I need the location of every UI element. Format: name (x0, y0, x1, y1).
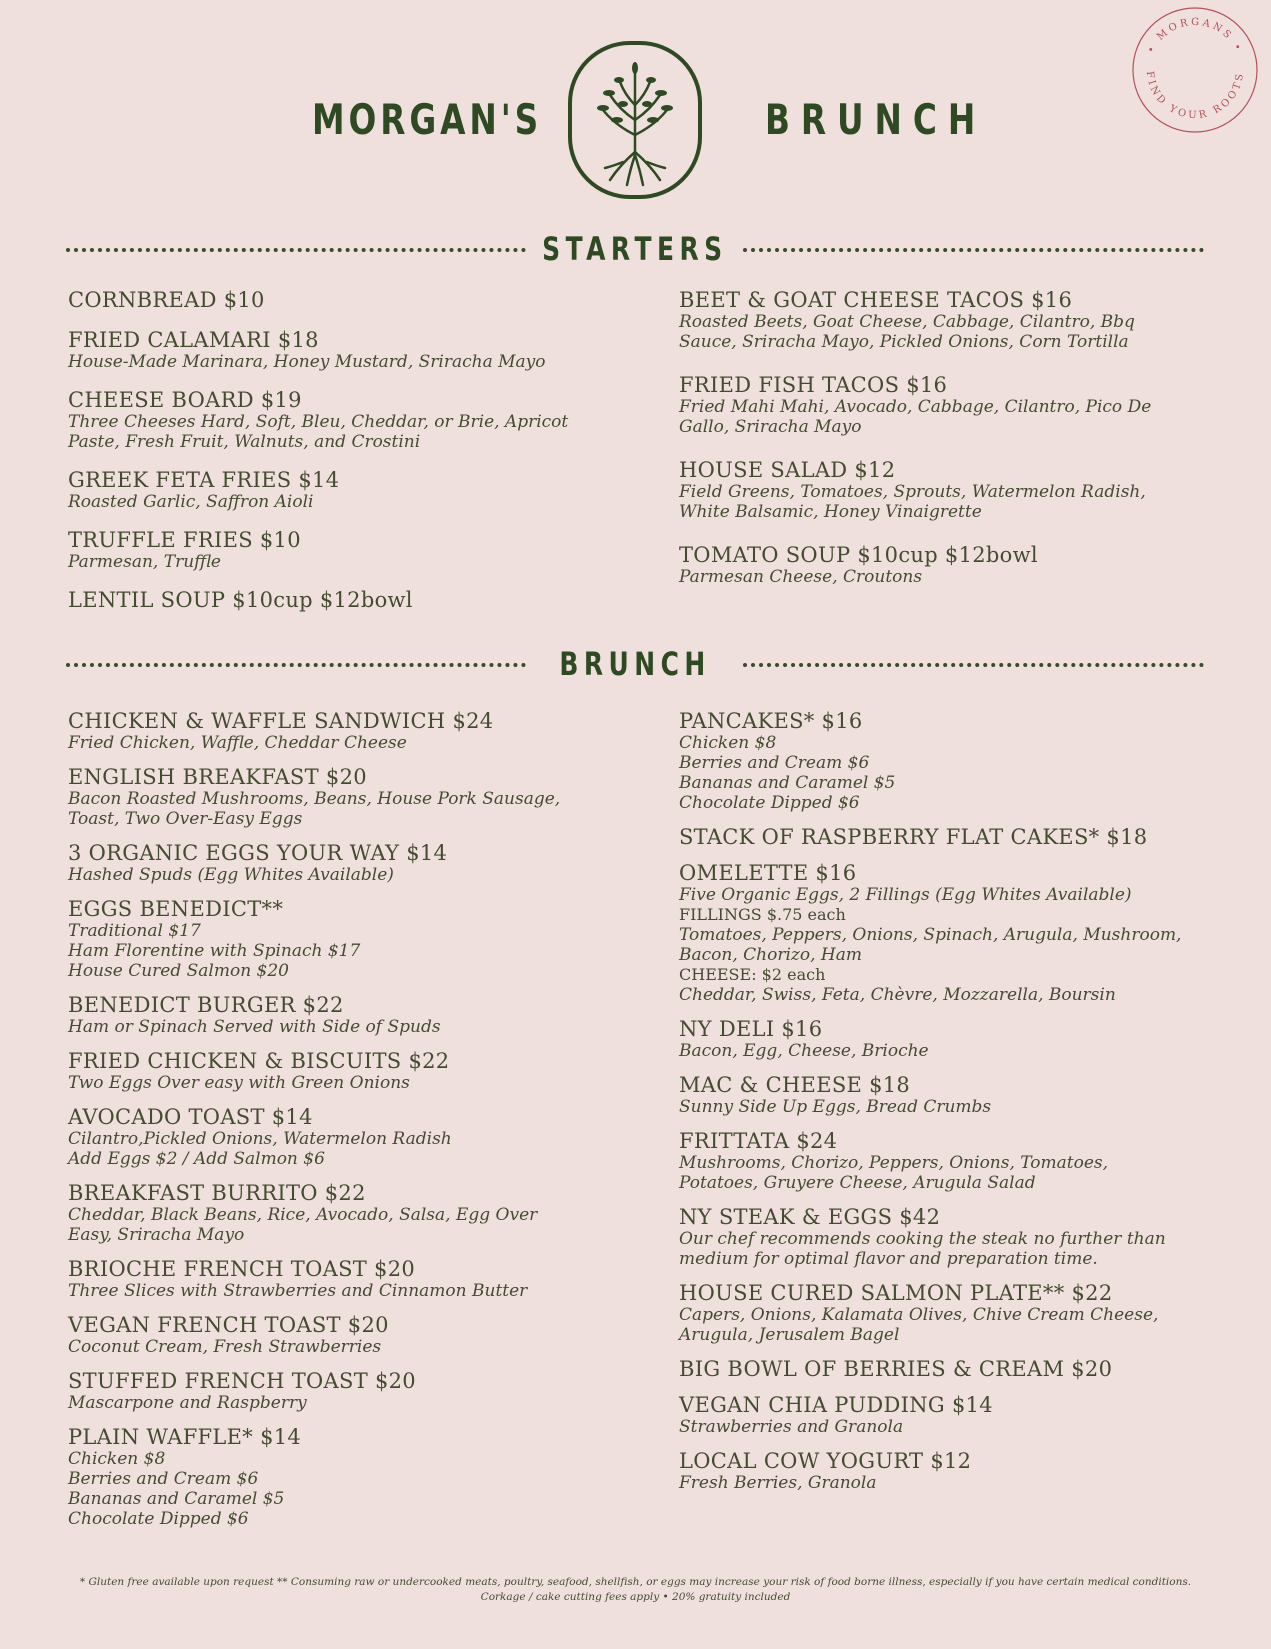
menu-item-name: FRIED CALAMARI $18 (68, 328, 319, 352)
description-line: Chocolate Dipped $6 (679, 793, 860, 813)
description-line: Field Greens, Tomatoes, Sprouts, Watermelon Radish, (679, 482, 1146, 502)
brunch-heading (66, 645, 1204, 685)
description-line: Bananas and Caramel $5 (679, 773, 896, 793)
description-line: Our chef recommends cooking the steak no further than (679, 1229, 1166, 1249)
description-line: Bacon, Egg, Cheese, Brioche (679, 1041, 929, 1061)
section-title: BRUNCH (559, 645, 711, 683)
description-line: Bananas and Caramel $5 (68, 1489, 285, 1509)
svg-text:• MORGANS • (1146, 17, 1245, 55)
menu-item-name: VEGAN FRENCH TOAST $20 (68, 1313, 389, 1337)
description-line: Three Slices with Strawberries and Cinnamon Butter (68, 1281, 528, 1301)
footer-fees: Corkage / cake cutting fees apply • 20% gratuity included (480, 1591, 791, 1603)
menu-item-name: AVOCADO TOAST $14 (68, 1105, 313, 1129)
menu-item (68, 588, 628, 612)
menu-item (679, 373, 1219, 437)
menu-item (68, 897, 628, 981)
description-line: Traditional $17 (68, 921, 201, 941)
description-line: Berries and Cream $6 (68, 1469, 259, 1489)
menu-item-name: CHEESE BOARD $19 (68, 388, 302, 412)
menu-item (679, 709, 1219, 813)
menu-item (679, 861, 1219, 1005)
menu-item (679, 1281, 1219, 1345)
menu-item (679, 1017, 1219, 1061)
menu-item-name: LENTIL SOUP $10cup $12bowl (68, 588, 413, 612)
description-line: Cilantro,Pickled Onions, Watermelon Radish (68, 1129, 452, 1149)
menu-item-name: PANCAKES* $16 (679, 709, 863, 733)
description-line: House Cured Salmon $20 (68, 961, 289, 981)
menu-item-description (68, 1205, 628, 1245)
description-line: medium for optimal flavor and preparation time. (679, 1249, 1098, 1269)
description-line: Coconut Cream, Fresh Strawberries (68, 1337, 382, 1357)
menu-item-name: NY DELI $16 (679, 1017, 823, 1041)
menu-item-name: NY STEAK & EGGS $42 (679, 1205, 941, 1229)
description-line: Roasted Beets, Goat Cheese, Cabbage, Cilantro, Bbq (679, 312, 1135, 332)
menu-item-description (68, 921, 628, 981)
menu-item-name: FRIED FISH TACOS $16 (679, 373, 948, 397)
menu-item-description (679, 885, 1219, 905)
description-line: Paste, Fresh Fruit, Walnuts, and Crostini (68, 432, 421, 452)
menu-item-name: BRIOCHE FRENCH TOAST $20 (68, 1257, 416, 1281)
menu-item-name: HOUSE CURED SALMON PLATE** $22 (679, 1281, 1113, 1305)
menu-item-description (68, 552, 628, 572)
option-list: Cheddar, Swiss, Feta, Chèvre, Mozzarella, Boursin (679, 985, 1116, 1005)
menu-footer (0, 1575, 1271, 1605)
svg-text:FIND YOUR ROOTS (1144, 71, 1246, 122)
menu-item (68, 528, 628, 572)
menu-item (68, 1313, 628, 1357)
menu-item (68, 765, 628, 829)
description-line: Arugula, Jerusalem Bagel (679, 1325, 900, 1345)
menu-item-name: BIG BOWL OF BERRIES & CREAM $20 (679, 1357, 1113, 1381)
menu-item-name: OMELETTE $16 (679, 861, 857, 885)
menu-item (68, 1181, 628, 1245)
menu-item-description (68, 1393, 628, 1413)
menu-item-name: TRUFFLE FRIES $10 (68, 528, 301, 552)
menu-item-name: EGGS BENEDICT** (68, 897, 284, 921)
menu-item-name: FRITTATA $24 (679, 1129, 838, 1153)
description-line: Sunny Side Up Eggs, Bread Crumbs (679, 1097, 992, 1117)
menu-item (679, 543, 1219, 587)
menu-item-name: GREEK FETA FRIES $14 (68, 468, 340, 492)
description-line: Five Organic Eggs, 2 Fillings (Egg Whites Available) (679, 885, 1132, 905)
description-line: House-Made Marinara, Honey Mustard, Sriracha Mayo (68, 352, 546, 372)
menu-item (68, 468, 628, 512)
menu-item (68, 993, 628, 1037)
description-line: Sauce, Sriracha Mayo, Pickled Onions, Corn Tortilla (679, 332, 1129, 352)
description-line: Toast, Two Over-Easy Eggs (68, 809, 303, 829)
tree-logo-icon (565, 40, 705, 200)
menu-item (68, 1425, 628, 1529)
menu-item-name: LOCAL COW YOGURT $12 (679, 1449, 972, 1473)
description-line: Three Cheeses Hard, Soft, Bleu, Cheddar, or Brie, Apricot (68, 412, 569, 432)
menu-item-description (68, 789, 628, 829)
menu-item-description (68, 352, 628, 372)
menu-item-name: MAC & CHEESE $18 (679, 1073, 911, 1097)
footer-disclaimer: * Gluten free available upon request ** Consuming raw or undercooked meats, poultry, seafood, shellfish, or eggs may increase your risk of food borne illness, especially if you have certain medical conditions. (79, 1576, 1192, 1588)
menu-item (68, 388, 628, 452)
option-label: FILLINGS $.75 each (679, 905, 846, 924)
menu-item-name: BREAKFAST BURRITO $22 (68, 1181, 366, 1205)
menu-item (679, 1129, 1219, 1193)
dotted-divider (743, 663, 1204, 667)
brunch-right-column (679, 709, 1219, 1505)
menu-item-description (68, 865, 628, 885)
description-line: Chicken $8 (679, 733, 777, 753)
menu-item-name: ENGLISH BREAKFAST $20 (68, 765, 367, 789)
menu-item-name: STACK OF RASPBERRY FLAT CAKES* $18 (679, 825, 1148, 849)
description-line: Chocolate Dipped $6 (68, 1509, 249, 1529)
menu-item (68, 1369, 628, 1413)
menu-item-description (68, 1281, 628, 1301)
menu-item-description (679, 1229, 1219, 1269)
menu-item-description (68, 1337, 628, 1357)
menu-item-description (68, 412, 628, 452)
menu-item (679, 458, 1219, 522)
find-your-roots-stamp (1125, 0, 1265, 140)
option-list: Bacon, Chorizo, Ham (679, 945, 862, 965)
description-line: Parmesan Cheese, Croutons (679, 567, 923, 587)
stamp-text-bottom: FIND YOUR ROOTS (1143, 70, 1247, 122)
description-line: Berries and Cream $6 (679, 753, 870, 773)
menu-item-description (68, 1449, 628, 1529)
menu-item-description (679, 1153, 1219, 1193)
description-line: Strawberries and Granola (679, 1417, 904, 1437)
starters-left-column (68, 288, 628, 628)
description-line: Potatoes, Gruyere Cheese, Arugula Salad (679, 1173, 1036, 1193)
description-line: Hashed Spuds (Egg Whites Available) (68, 865, 394, 885)
description-line: Fried Chicken, Waffle, Cheddar Cheese (68, 733, 407, 753)
description-line: Fried Mahi Mahi, Avocado, Cabbage, Cilantro, Pico De (679, 397, 1152, 417)
menu-item-name: VEGAN CHIA PUDDING $14 (679, 1393, 993, 1417)
menu-item (679, 1205, 1219, 1269)
description-line: Roasted Garlic, Saffron Aioli (68, 492, 314, 512)
starters-right-column (679, 288, 1219, 608)
menu-item-description (679, 1473, 1219, 1493)
menu-item-options (679, 905, 1219, 1005)
menu-item-name: BEET & GOAT CHEESE TACOS $16 (679, 288, 1073, 312)
menu-item-name: CORNBREAD $10 (68, 288, 265, 312)
menu-item-description (68, 1129, 628, 1169)
description-line: Ham Florentine with Spinach $17 (68, 941, 361, 961)
menu-header (0, 0, 1271, 215)
menu-item-description (679, 567, 1219, 587)
description-line: Mascarpone and Raspberry (68, 1393, 307, 1413)
option-label: CHEESE: $2 each (679, 965, 826, 984)
menu-item (679, 1393, 1219, 1437)
menu-item-description (679, 1417, 1219, 1437)
stamp-text-top: • MORGANS • (1145, 16, 1245, 56)
menu-item (68, 288, 628, 312)
menu-item (68, 1257, 628, 1301)
menu-title: BRUNCH (765, 95, 987, 144)
menu-item-description (68, 492, 628, 512)
menu-item-name: STUFFED FRENCH TOAST $20 (68, 1369, 416, 1393)
option-list: Tomatoes, Peppers, Onions, Spinach, Arugula, Mushroom, (679, 925, 1182, 945)
menu-item-description (679, 1097, 1219, 1117)
menu-item-name: BENEDICT BURGER $22 (68, 993, 344, 1017)
description-line: Parmesan, Truffle (68, 552, 221, 572)
description-line: Fresh Berries, Granola (679, 1473, 877, 1493)
restaurant-name: MORGAN'S (312, 95, 543, 144)
menu-item (679, 1357, 1219, 1381)
description-line: Bacon Roasted Mushrooms, Beans, House Pork Sausage, (68, 789, 561, 809)
menu-item (679, 825, 1219, 849)
menu-item-name: FRIED CHICKEN & BISCUITS $22 (68, 1049, 450, 1073)
description-line: Gallo, Sriracha Mayo (679, 417, 862, 437)
menu-item-name: 3 ORGANIC EGGS YOUR WAY $14 (68, 841, 448, 865)
description-line: White Balsamic, Honey Vinaigrette (679, 502, 982, 522)
brunch-left-column (68, 709, 628, 1541)
menu-item (68, 328, 628, 372)
menu-item (68, 841, 628, 885)
menu-item-description (679, 482, 1219, 522)
menu-item-description (679, 312, 1219, 352)
menu-item-name: HOUSE SALAD $12 (679, 458, 896, 482)
menu-item-description (679, 1305, 1219, 1345)
menu-item-name: PLAIN WAFFLE* $14 (68, 1425, 302, 1449)
menu-item-name: CHICKEN & WAFFLE SANDWICH $24 (68, 709, 494, 733)
menu-item (679, 1073, 1219, 1117)
description-line: Capers, Onions, Kalamata Olives, Chive Cream Cheese, (679, 1305, 1159, 1325)
menu-item (679, 288, 1219, 352)
description-line: Ham or Spinach Served with Side of Spuds (68, 1017, 441, 1037)
description-line: Easy, Sriracha Mayo (68, 1225, 245, 1245)
menu-item-description (68, 733, 628, 753)
description-line: Chicken $8 (68, 1449, 166, 1469)
starters-heading (66, 230, 1204, 270)
description-line: Two Eggs Over easy with Green Onions (68, 1073, 410, 1093)
menu-item (679, 1449, 1219, 1493)
menu-item-description (679, 733, 1219, 813)
menu-item (68, 709, 628, 753)
menu-item-description (68, 1073, 628, 1093)
dotted-divider (743, 248, 1204, 252)
description-line: Mushrooms, Chorizo, Peppers, Onions, Tomatoes, (679, 1153, 1109, 1173)
menu-item-description (679, 1041, 1219, 1061)
menu-item-description (68, 1017, 628, 1037)
menu-item-description (679, 397, 1219, 437)
description-line: Cheddar, Black Beans, Rice, Avocado, Salsa, Egg Over (68, 1205, 538, 1225)
description-line: Add Eggs $2 / Add Salmon $6 (68, 1149, 325, 1169)
menu-item (68, 1105, 628, 1169)
section-title: STARTERS (542, 230, 728, 268)
menu-item-name: TOMATO SOUP $10cup $12bowl (679, 543, 1038, 567)
menu-item (68, 1049, 628, 1093)
